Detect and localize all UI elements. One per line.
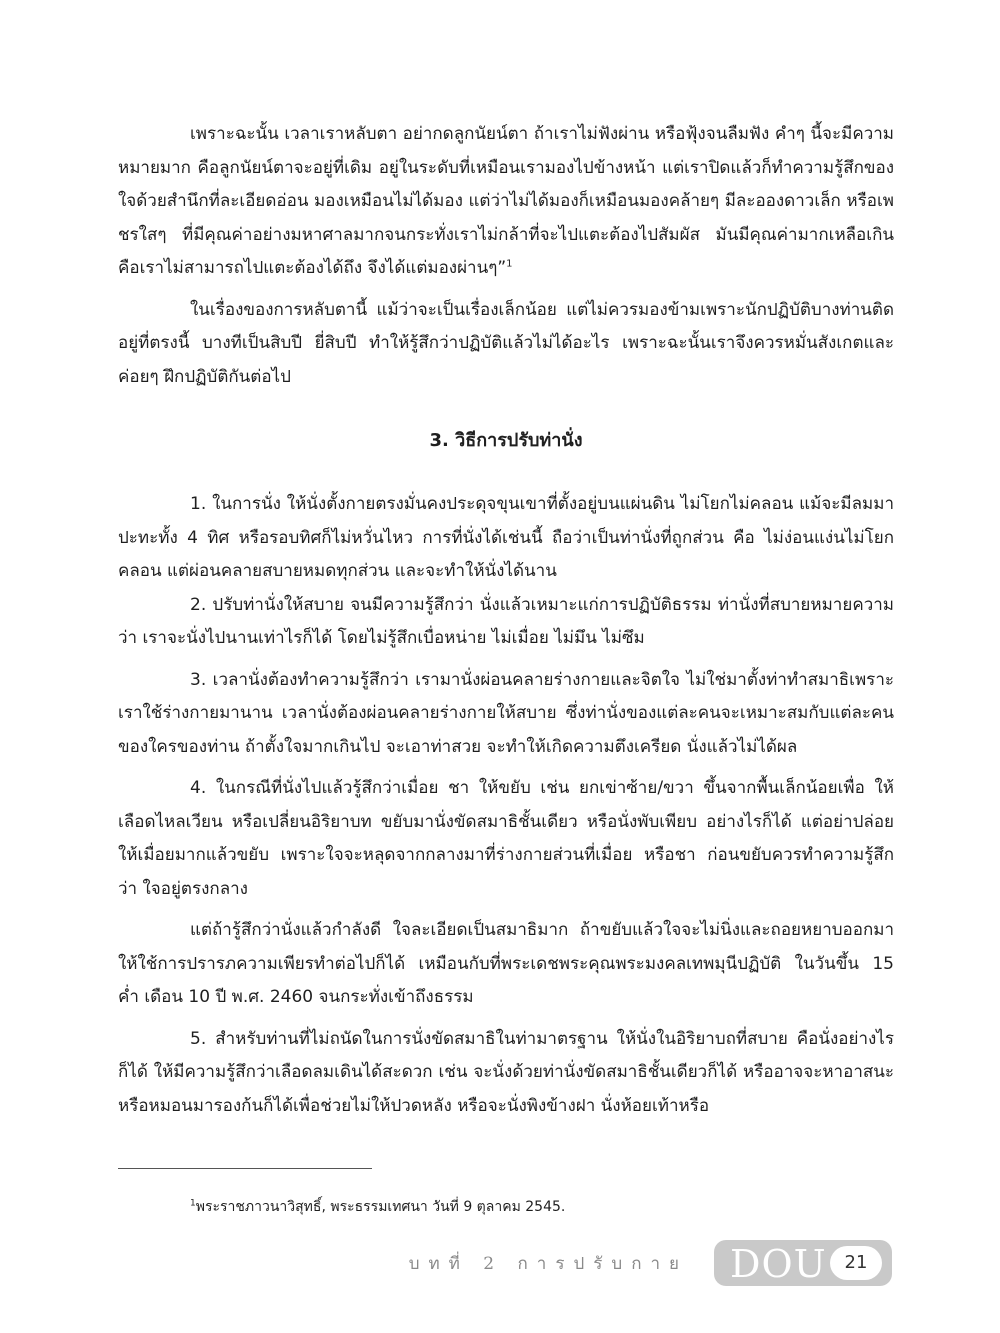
paragraph-item-2: 2. ปรับท่านั่งให้สบาย จนมีความรู้สึกว่า นั่งแล้วเหมาะแก่การปฏิบัติธรรม ท่านั่งที่สบายหมายความว่า เราจะนั่งไปนานเท่าไรก็ได้ โดยไม่รู้สึกเบื่อหน่าย ไม่เมื่อย ไม่มึน ไม่ซึม xyxy=(118,594,894,648)
paragraph-eye-closing-note: ในเรื่องของการหลับตานี้ แม้ว่าจะเป็นเรื่องเล็กน้อย แต่ไม่ควรมองข้ามเพราะนักปฏิบัติบางท่านติดอยู่ที่ตรงนี้ บางทีเป็นสิบปี ยี่สิบปี ทำให้รู้สึกว่าปฏิบัติแล้วไม่ได้อะไร เพราะฉะนั้นเราจึงควรหมั่นสังเกตและค่อยๆ ฝึกปฏิบัติกันต่อไป xyxy=(118,299,894,387)
page-number: 21 xyxy=(830,1246,882,1280)
footnote-divider xyxy=(118,1168,372,1169)
paragraph-item-5: 5. สำหรับท่านที่ไม่ถนัดในการนั่งขัดสมาธิในท่ามาตรฐาน ให้นั่งในอิริยาบถที่สบาย คือนั่งอย่างไรก็ได้ ให้มีความรู้สึกว่าเลือดลมเดินได้สะดวก เช่น จะนั่งด้วยท่านั่งขัดสมาธิชั้นเดียวก็ได้ หรืออาจจะหาอาสนะหรือหมอนมารองก้นก็ได้เพื่อช่วยไม่ให้ปวดหลัง หรือจะนั่งพิงข้างฝา นั่งห้อยเท้าหรือ xyxy=(118,1028,894,1116)
page-footer xyxy=(0,1240,1000,1290)
footnote-reference: 1 xyxy=(506,258,513,270)
page-badge xyxy=(714,1240,892,1286)
paragraph-item-4: 4. ในกรณีที่นั่งไปแล้วรู้สึกว่าเมื่อย ชา ให้ขยับ เช่น ยกเข่าซ้าย/ขวา ขึ้นจากพื้นเล็กน้อยเพื่อ ให้เลือดไหลเวียน หรือเปลี่ยนอิริยาบท ขยับมานั่งขัดสมาธิชั้นเดียว หรือนั่งพับเพียบ อย่างไรก็ได้ แต่อย่าปล่อยให้เมื่อยมากแล้วขยับ เพราะใจจะหลุดจากกลางมาที่ร่างกายส่วนที่เมื่อย หรือชา ก่อนขยับควรทำความรู้สึกว่า ใจอยู่ตรงกลาง xyxy=(118,778,894,899)
section-heading: 3. วิธีการปรับท่านั่ง xyxy=(429,430,583,451)
paragraph-item-4-continued: แต่ถ้ารู้สึกว่านั่งแล้วกำลังดี ใจละเอียดเป็นสมาธิมาก ถ้าขยับแล้วใจจะไม่นิ่งและถอยหยาบออกมาให้ใช้การปรารภความเพียรทำต่อไปก็ได้ เหมือนกับที่พระเดชพระคุณพระมงคลเทพมุนีปฏิบัติ ในวันขึ้น 15 ค่ำ เดือน 10 ปี พ.ศ. 2460 จนกระทั่งเข้าถึงธรรม xyxy=(118,920,894,1007)
footnote-text: พระราชภาวนาวิสุทธิ์, พระธรรมเทศนา วันที่ 9 ตุลาคม 2545. xyxy=(195,1199,566,1215)
paragraph-text: เพราะฉะนั้น เวลาเราหลับตา อย่ากดลูกนัยน์ตา ถ้าเราไม่ฟังผ่าน หรือฟุ้งจนลืมฟัง คำๆ นี้จะมีความหมายมาก คือลูกนัยน์ตาจะอยู่ที่เดิม อยู่ในระดับที่เหมือนเรามองไปข้างหน้า แต่เราปิดแล้วก็ทำความรู้สึกของใจด้วยสำนึกที่ละเอียดอ่อน มองเหมือนไม่ได้มอง แต่ว่าไม่ได้มองก็เหมือนมองคล้ายๆ มีละอองดาวเล็ก หรือเพชรใสๆ ที่มีคุณค่าอย่างมหาศาลมากจนกระทั่งเราไม่กล้าที่จะไปแตะต้องไปสัมผัส มันมีคุณค่ามากเหลือเกิน คือเราไม่สามารถไปแตะต้องได้ถึง จึงได้แต่มองผ่านๆ” xyxy=(118,124,894,278)
brand-logo: DOU xyxy=(730,1242,827,1286)
paragraph-closed-eyes xyxy=(118,118,894,286)
footnote xyxy=(190,1196,565,1218)
chapter-title: บทที่ 2 การปรับกาย xyxy=(408,1254,688,1274)
paragraph-item-3: 3. เวลานั่งต้องทำความรู้สึกว่า เรามานั่งผ่อนคลายร่างกายและจิตใจ ไม่ใช่มาตั้งท่าทำสมาธิเพราะเราใช้ร่างกายมานาน เวลานั่งต้องผ่อนคลายร่างกายให้สบาย ซึ่งท่านั่งของแต่ละคนจะเหมาะสมกับแต่ละคน ของใครของท่าน ถ้าตั้งใจมากเกินไป จะเอาท่าสวย จะทำให้เกิดความตึงเครียด นั่งแล้วไม่ได้ผล xyxy=(118,669,894,757)
paragraph-item-1: 1. ในการนั่ง ให้นั่งตั้งกายตรงมั่นคงประดุจขุนเขาที่ตั้งอยู่บนแผ่นดิน ไม่โยกไม่คลอน แม้จะมีลมมาปะทะทั้ง 4 ทิศ หรือรอบทิศก็ไม่หวั่นไหว การที่นั่งได้เช่นนี้ ถือว่าเป็นท่านั่งที่ถูกส่วน คือ ไม่ง่อนแง่นไม่โยกคลอน แต่ผ่อนคลายสบายหมดทุกส่วน และจะทำให้นั่งได้นาน xyxy=(118,494,894,581)
page-body xyxy=(118,118,894,1123)
footnote-mark: 1 xyxy=(190,1198,196,1209)
